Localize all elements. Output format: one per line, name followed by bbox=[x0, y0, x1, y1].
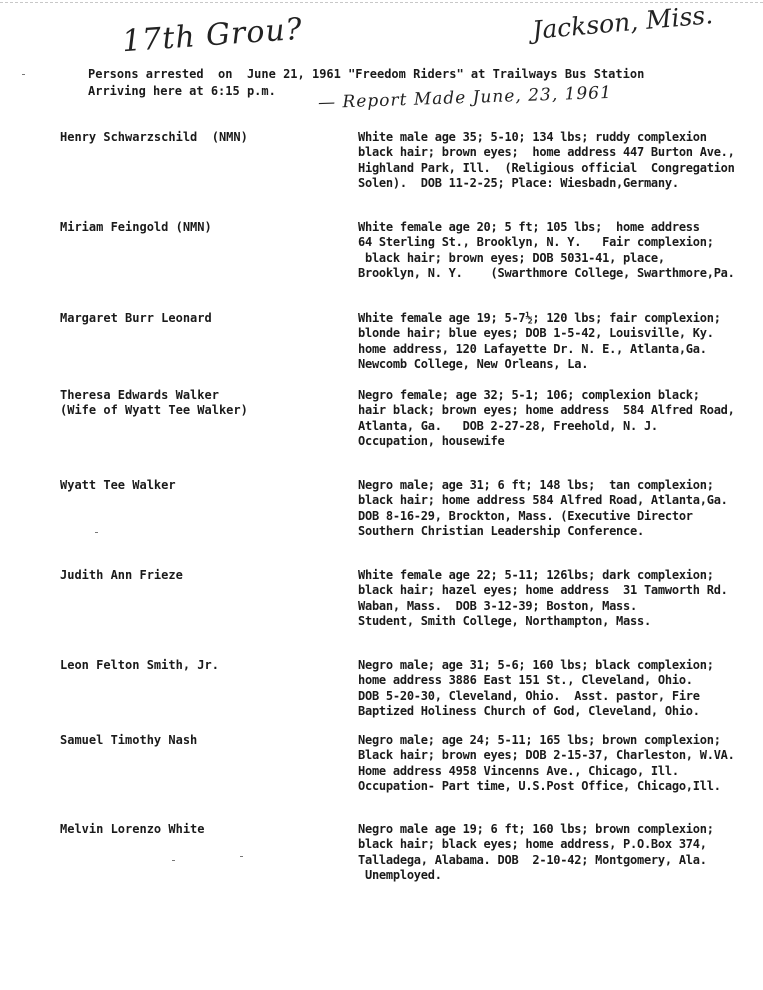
person-name: Judith Ann Frieze bbox=[60, 568, 183, 582]
person-details: Negro male; age 24; 5-11; 165 lbs; brown complexion; Black hair; brown eyes; DOB 2-15-37, Charleston, W.VA. Home address 4958 Vincenns Ave., Chicago, Ill. Occupation- Part time, U.S.Post Office, Chicago,Ill. bbox=[358, 733, 735, 794]
person-details: White female age 20; 5 ft; 105 lbs; home address 64 Sterling St., Brooklyn, N. Y. Fair complexion; black hair; brown eyes; DOB 5031-41, place, Brooklyn, N. Y. (Swarthmore College, Swarthmore,Pa. bbox=[358, 220, 735, 281]
person-name: Margaret Burr Leonard bbox=[60, 311, 212, 325]
person-details: Negro female; age 32; 5-1; 106; complexion black; hair black; brown eyes; home address 584 Alfred Road, Atlanta, Ga. DOB 2-27-28, Freehold, N. J. Occupation, housewife bbox=[358, 388, 735, 449]
handwritten-report-note: — Report Made June, 23, 1961 bbox=[317, 82, 613, 114]
person-details: Negro male; age 31; 6 ft; 148 lbs; tan complexion; black hair; home address 584 Alfred Road, Atlanta,Ga. DOB 8-16-29, Brockton, Mass. (Executive Director Southern Christian Leadership Conference. bbox=[358, 478, 728, 539]
handwritten-location: Jackson, Miss. bbox=[531, 0, 715, 45]
person-name: Melvin Lorenzo White bbox=[60, 822, 205, 836]
person-details: White male age 35; 5-10; 134 lbs; ruddy complexion black hair; brown eyes; home address 447 Burton Ave., Highland Park, Ill. (Religious official Congregation Solen). DOB 11-2-25; Place: Wiesbadn,Germany. bbox=[358, 130, 735, 191]
person-name: Leon Felton Smith, Jr. bbox=[60, 658, 219, 672]
person-name: Samuel Timothy Nash bbox=[60, 733, 198, 747]
person-name: Miriam Feingold (NMN) bbox=[60, 220, 212, 234]
scan-speck bbox=[172, 860, 175, 861]
person-details: White female age 19; 5-7½; 120 lbs; fair complexion; blonde hair; blue eyes; DOB 1-5-42, Louisville, Ky. home address, 120 Lafayette Dr. N. E., Atlanta,Ga. Newcomb College, New Orleans, La. bbox=[358, 311, 721, 372]
heading-line-2: Arriving here at 6:15 p.m. bbox=[88, 84, 276, 98]
scan-speck bbox=[22, 74, 25, 75]
scan-speck bbox=[95, 532, 98, 533]
person-details: Negro male; age 31; 5-6; 160 lbs; black complexion; home address 3886 East 151 St., Cleveland, Ohio. DOB 5-20-30, Cleveland, Ohio. Asst. pastor, Fire Baptized Holiness Church of God, Cleveland, Ohio. bbox=[358, 658, 714, 719]
handwritten-group-title: 17th Grou? bbox=[120, 11, 304, 60]
scan-speck bbox=[240, 856, 243, 857]
scan-top-edge bbox=[0, 2, 763, 3]
person-details: Negro male age 19; 6 ft; 160 lbs; brown complexion; black hair; black eyes; home address, P.O.Box 374, Talladega, Alabama. DOB 2-10-42; Montgomery, Ala. Unemployed. bbox=[358, 822, 714, 883]
person-name: Wyatt Tee Walker bbox=[60, 478, 176, 492]
person-details: White female age 22; 5-11; 126lbs; dark complexion; black hair; hazel eyes; home address 31 Tamworth Rd. Waban, Mass. DOB 3-12-39; Boston, Mass. Student, Smith College, Northampton, Mass. bbox=[358, 568, 728, 629]
person-name: Theresa Edwards Walker (Wife of Wyatt Tee Walker) bbox=[60, 388, 248, 417]
person-name: Henry Schwarzschild (NMN) bbox=[60, 130, 248, 144]
heading-line-1: Persons arrested on June 21, 1961 "Freedom Riders" at Trailways Bus Station bbox=[88, 67, 645, 81]
